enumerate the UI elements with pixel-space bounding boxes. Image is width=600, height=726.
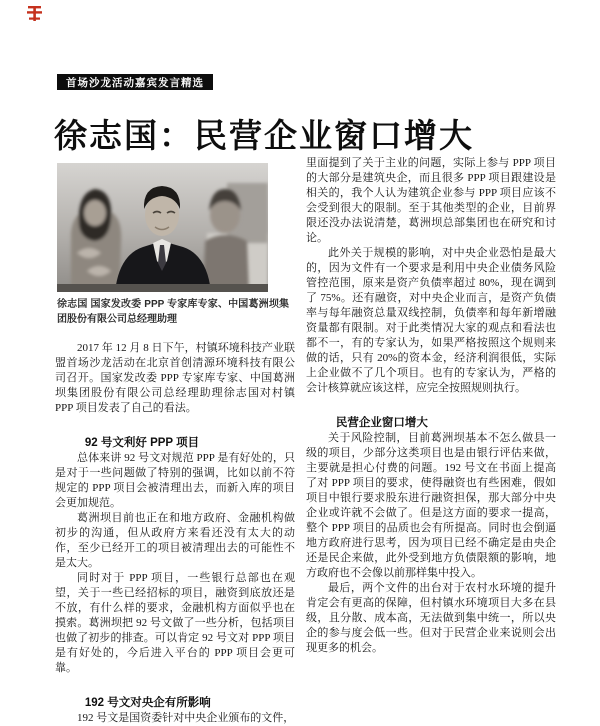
right-column: [306, 156, 556, 726]
article-headline: 徐志国：民营企业窗口增大: [54, 119, 474, 156]
paragraph: 葛洲坝目前也正在和地方政府、金融机构做初步的沟通，但从政府方来看还没有太大的动作，至少已经开工的项目被清理出去的可能性不是太大。: [55, 512, 295, 569]
subheading-192-impact: 192 号文对央企有所影响: [84, 697, 211, 709]
subheading-private-window: 民营企业窗口增大: [335, 417, 428, 429]
speaker-photo: [57, 163, 268, 292]
right-column-text: [306, 156, 556, 656]
paragraph: 里面提到了关于主业的问题，实际上参与 PPP 项目的大部分是建筑央企，而且很多 PPP 项目跟建设是相关的，我个人认为建筑企业参与 PPP 项目应该不会受到很大的限制。至于其他类型的企业，目前界限还没办法说清楚，葛洲坝总部集团也在研究和讨论。: [306, 157, 556, 244]
photo-caption: 徐志国 国家发改委 PPP 专家库专家、中国葛洲坝集团股份有限公司总经理助理: [57, 299, 289, 325]
paragraph: 同时对于 PPP 项目，一些银行总部也在观望，关于一些已经招标的项目，融资到底放还是不放，有什么样的要求，金融机构方面似乎也在摸索。葛洲坝把 92 号文做了一些分析，包括项目也做了初步的排查。可以肯定 92 号文对 PPP 项目是有好处的，今后进入平台的 PPP 项目会更可靠。: [55, 572, 295, 674]
paragraph: 最后，两个文件的出台对于农村水环境的提升肯定会有更高的保障，但村镇水环境项目大多在县级，且分散、成本高，无法做到集中统一，所以央企的参与度会低一些。但对于民营企业来说则会出现更多的机会。: [306, 582, 556, 654]
paragraph: 关于风险控制，目前葛洲坝基本不怎么做县一级的项目，少部分这类项目也是由银行评估来做，主要就是担心付费的问题。192 号文在书面上提高了对 PPP 项目的要求，使得融资也有些困难，假如项目中银行要求股东进行融资担保，那大部分中央企业或许就不会做了。但是这方面的要求一提高，整个 PPP 项目的品质也会有所提高。同时也会倒逼地方政府进行思考，因为项目已经不确定是由央企还是民企来做，此外受到地方负债限额的影响，地方政府也不会像以前那样集中投入。: [306, 432, 556, 579]
paragraph: 192 号文是国资委针对中央企业颁布的文件，: [77, 712, 295, 724]
left-column: [55, 156, 295, 726]
subheading-92-utility: 92 号文利好 PPP 项目: [84, 437, 200, 449]
article-columns: [55, 156, 556, 726]
section-banner-label: 首场沙龙活动嘉宾发言精选: [66, 76, 204, 89]
left-column-text: [55, 341, 295, 726]
paragraph: 此外关于规模的影响，对中央企业恐怕是最大的，因为文件有一个要求是利用中央企业债务风险管控范围，原来是资产负债率超过 80%，现在调到了 75%。还有融资，对中央企业而言，是资产负债率与每年融资总量双线控制，负债率和每年新增融资量都有限制。对于此类情况大家的观点和看法也都不一，有的专家认为，如果严格按照这个规则来做的话，只有 20%的资本金，经济利润很低，实际上企业做不了几个项目。也有的专家认为，严格的会计核算就应该这样，应完全按照规则执行。: [306, 247, 556, 394]
paragraph: 2017 年 12 月 8 日下午，村镇环境科技产业联盟首场沙龙活动在北京首创清源环境科技有限公司召开。国家发改委 PPP 专家库专家、中国葛洲坝集团股份有限公司总经理助理徐志国对村镇 PPP 项目发表了自己的看法。: [55, 342, 295, 414]
paragraph: 总体来讲 92 号文对规范 PPP 是有好处的，只是对于一些问题做了特别的强调，比如以前不符规定的 PPP 项目会被清理出去，而新入库的项目会更加规范。: [55, 452, 295, 509]
red-corner-mark-icon: [27, 5, 43, 22]
section-banner: [57, 74, 213, 90]
